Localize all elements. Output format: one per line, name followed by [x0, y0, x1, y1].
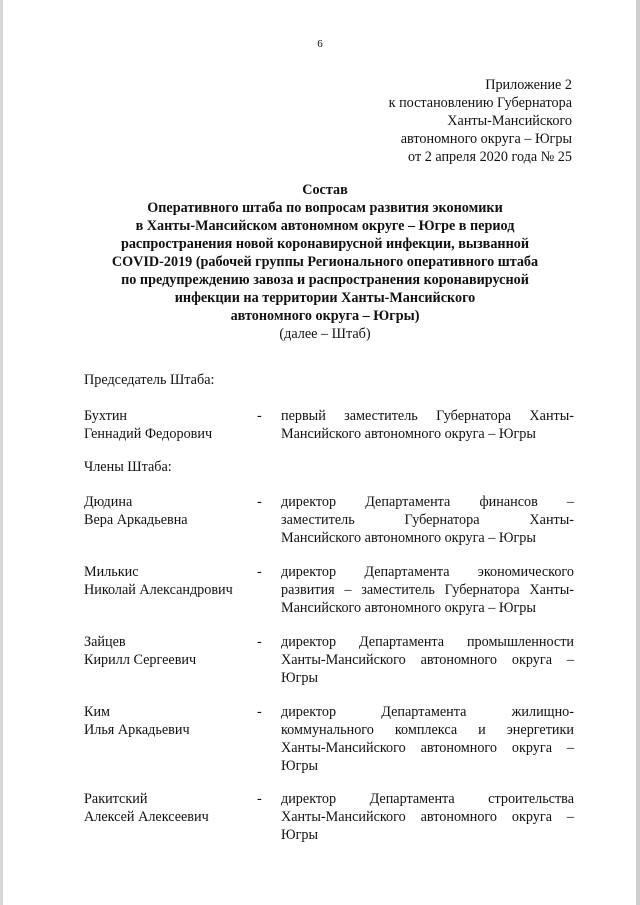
- document-title: [90, 181, 560, 343]
- member-name: [84, 563, 254, 599]
- appendix-line: Приложение 2: [485, 77, 572, 93]
- dash-separator: -: [257, 791, 262, 807]
- title-line: Состав: [302, 182, 348, 198]
- member-role: [281, 790, 574, 844]
- surname: Ким: [84, 704, 111, 720]
- dash-separator: -: [257, 634, 262, 650]
- dash-separator: -: [257, 704, 262, 720]
- surname: Ракитский: [84, 791, 148, 807]
- member-name: [84, 703, 254, 739]
- appendix-line: к постановлению Губернатора: [388, 95, 572, 111]
- dash-separator: -: [257, 494, 262, 510]
- role-line: Югры: [281, 827, 319, 843]
- title-suffix: (далее – Штаб): [279, 326, 371, 342]
- title-line: в Ханты-Мансийском автономном округе – Югре в период: [135, 218, 515, 234]
- given-names: Алексей Алексеевич: [84, 809, 209, 825]
- surname: Дюдина: [84, 494, 133, 510]
- given-names: Вера Аркадьевна: [84, 512, 188, 528]
- role-line: Югры: [281, 670, 319, 686]
- role-line: Ханты-Мансийского автономного округа –: [281, 740, 574, 756]
- role-line: директор Департамента жилищно-: [281, 704, 574, 720]
- surname: Милькис: [84, 564, 139, 580]
- role-line: развития – заместитель Губернатора Ханты-: [281, 582, 574, 598]
- appendix-line: Ханты-Мансийского: [447, 113, 572, 129]
- dash-separator: -: [257, 564, 262, 580]
- title-line: автономного округа – Югры): [230, 308, 420, 324]
- given-names: Кирилл Сергеевич: [84, 652, 197, 668]
- appendix-line: автономного округа – Югры: [400, 131, 572, 147]
- given-names: Николай Александрович: [84, 582, 233, 598]
- members-label: Члены Штаба:: [84, 459, 172, 475]
- role-line: директор Департамента финансов –: [281, 494, 574, 510]
- appendix-header: [389, 76, 572, 166]
- member-name: [84, 633, 254, 669]
- dash-separator: -: [257, 408, 262, 424]
- title-line: COVID-2019 (рабочей группы Регионального оперативного штаба: [111, 254, 539, 270]
- member-name: [84, 493, 254, 529]
- scan-edge-right: [636, 0, 640, 905]
- scan-edge-left: [0, 0, 3, 905]
- role-line: директор Департамента экономического: [281, 564, 574, 580]
- surname: Бухтин: [84, 408, 128, 424]
- role-line: Ханты-Мансийского автономного округа –: [281, 809, 574, 825]
- member-role: [281, 563, 574, 617]
- chair-label: Председатель Штаба:: [84, 372, 215, 388]
- title-line: по предупреждению завоза и распространения коронавирусной: [121, 272, 529, 288]
- member-role: [281, 703, 574, 775]
- title-line: распространения новой коронавирусной инфекции, вызванной: [120, 236, 530, 252]
- member-name: [84, 407, 254, 443]
- title-line: Оперативного штаба по вопросам развития экономики: [147, 200, 503, 216]
- role-line: директор Департамента строительства: [281, 791, 574, 807]
- given-names: Илья Аркадьевич: [84, 722, 190, 738]
- appendix-line: от 2 апреля 2020 года № 25: [408, 149, 572, 165]
- role-line: Ханты-Мансийского автономного округа –: [281, 652, 574, 668]
- surname: Зайцев: [84, 634, 126, 650]
- role-line: первый заместитель Губернатора Ханты-: [281, 408, 574, 424]
- member-name: [84, 790, 254, 826]
- title-line: инфекции на территории Ханты-Мансийского: [174, 290, 476, 306]
- member-role: [281, 407, 574, 443]
- member-role: [281, 493, 574, 547]
- role-line: заместитель Губернатора Ханты-: [281, 512, 574, 528]
- role-line: Мансийского автономного округа – Югры: [281, 600, 536, 616]
- given-names: Геннадий Федорович: [84, 426, 213, 442]
- role-line: Югры: [281, 758, 319, 774]
- role-line: коммунального комплекса и энергетики: [281, 722, 574, 738]
- member-role: [281, 633, 574, 687]
- role-line: Мансийского автономного округа – Югры: [281, 426, 536, 442]
- page-number: 6: [317, 38, 323, 50]
- role-line: директор Департамента промышленности: [281, 634, 574, 650]
- role-line: Мансийского автономного округа – Югры: [281, 530, 536, 546]
